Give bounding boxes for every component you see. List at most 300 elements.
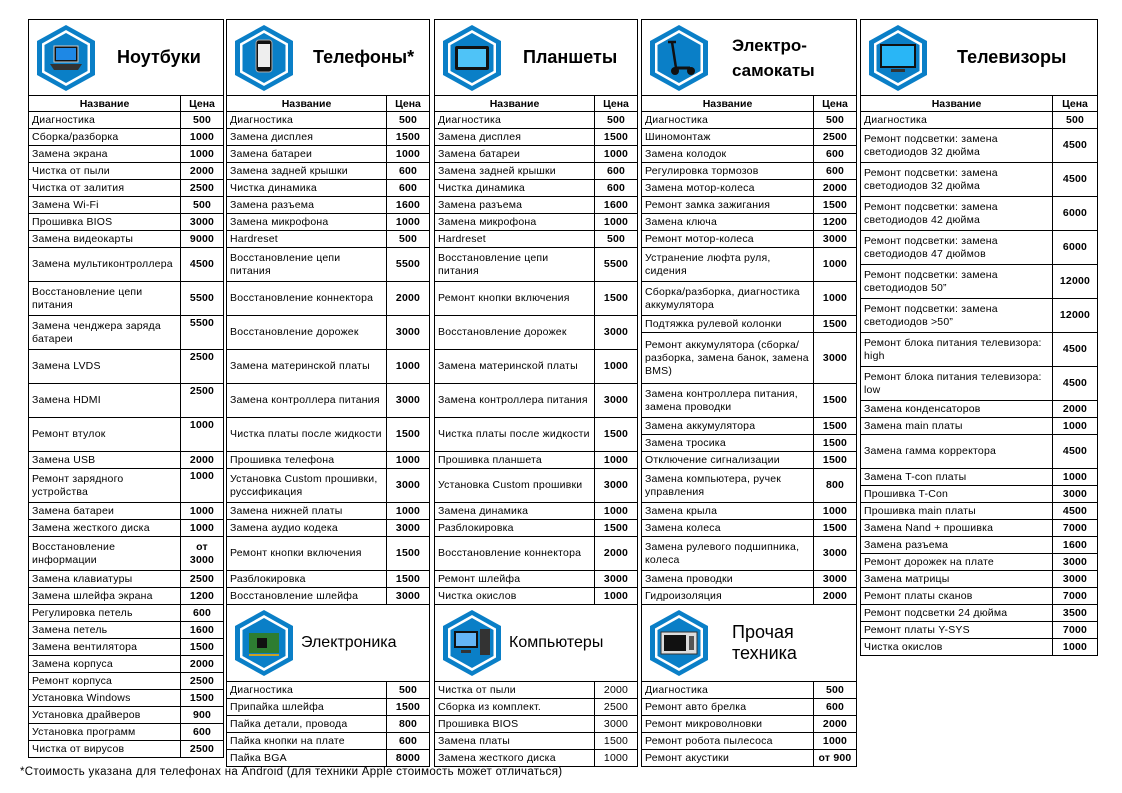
table-row <box>435 503 638 520</box>
table-row <box>29 129 224 146</box>
service-price: 1000 <box>181 520 224 537</box>
service-name: Замена динамика <box>435 503 595 520</box>
table-row <box>227 214 430 231</box>
service-name: Замена видеокарты <box>29 231 181 248</box>
service-name: Диагностика <box>861 112 1053 129</box>
table-row <box>861 605 1098 622</box>
table-row <box>861 639 1098 656</box>
service-name: Ремонт подсветки: замена светодиодов 32 дюйма <box>861 129 1053 163</box>
table-row <box>861 197 1098 231</box>
service-name: Замена микрофона <box>435 214 595 231</box>
service-name: Замена крыла <box>642 503 814 520</box>
service-price: 1500 <box>181 690 224 707</box>
table-row <box>642 571 857 588</box>
service-name: Замена разъема <box>435 197 595 214</box>
service-price: 1000 <box>595 350 638 384</box>
table-row <box>29 248 224 282</box>
service-name: Ремонт блока питания телевизора: high <box>861 333 1053 367</box>
service-name: Замена задней крышки <box>227 163 387 180</box>
service-price: 500 <box>595 112 638 129</box>
service-price: 1600 <box>181 622 224 639</box>
service-price: 2000 <box>181 163 224 180</box>
service-price: 2500 <box>181 741 224 758</box>
table-row <box>435 418 638 452</box>
table-row <box>227 750 430 767</box>
service-name: Замена корпуса <box>29 656 181 673</box>
service-name: Ремонт замка зажигания <box>642 197 814 214</box>
service-price: 2500 <box>181 673 224 690</box>
table-row <box>435 520 638 537</box>
service-price: 7000 <box>1053 622 1098 639</box>
table-row <box>642 699 857 716</box>
table-row <box>29 384 224 418</box>
price-table <box>434 95 638 605</box>
table-row <box>29 571 224 588</box>
service-price: 1500 <box>814 520 857 537</box>
service-price: 2500 <box>595 699 638 716</box>
service-name: Замена LVDS <box>29 350 181 384</box>
service-price: 1500 <box>387 537 430 571</box>
service-name: Прошивка T-Con <box>861 486 1053 503</box>
service-price: 500 <box>387 682 430 699</box>
price-table <box>641 95 857 605</box>
table-row <box>861 503 1098 520</box>
service-price: 1000 <box>595 214 638 231</box>
column-header-name: Название <box>861 96 1053 112</box>
service-name: Восстановление цепи питания <box>435 248 595 282</box>
service-name: Замена контроллера питания, замена проводки <box>642 384 814 418</box>
service-name: Ремонт подсветки: замена светодиодов 47 дюймов <box>861 231 1053 265</box>
service-name: Замена мультиконтроллера <box>29 248 181 282</box>
service-name: Сборка из комплект. <box>435 699 595 716</box>
service-price: 1000 <box>595 146 638 163</box>
service-price: 3000 <box>595 316 638 350</box>
table-row <box>861 367 1098 401</box>
service-price: 1000 <box>181 469 224 503</box>
table-row <box>435 571 638 588</box>
table-row <box>29 163 224 180</box>
service-name: Ремонт кнопки включения <box>227 537 387 571</box>
service-price: 1600 <box>1053 537 1098 554</box>
service-name: Замена контроллера питания <box>227 384 387 418</box>
service-price: 600 <box>595 163 638 180</box>
service-price: 800 <box>387 716 430 733</box>
table-row <box>29 707 224 724</box>
service-price: 500 <box>181 112 224 129</box>
table-row <box>642 716 857 733</box>
table-row <box>227 716 430 733</box>
service-price: 12000 <box>1053 265 1098 299</box>
service-name: Замена Nand + прошивка <box>861 520 1053 537</box>
service-price: 3500 <box>1053 605 1098 622</box>
table-row <box>861 163 1098 197</box>
service-price: 1000 <box>814 503 857 520</box>
service-price: 3000 <box>387 588 430 605</box>
service-name: Регулировка тормозов <box>642 163 814 180</box>
service-name: Восстановление дорожек <box>435 316 595 350</box>
service-price: 1600 <box>387 197 430 214</box>
table-row <box>642 537 857 571</box>
service-name: Замена ключа <box>642 214 814 231</box>
service-name: Сборка/разборка, диагностика аккумулятора <box>642 282 814 316</box>
service-price: 1000 <box>1053 469 1098 486</box>
table-row <box>227 699 430 716</box>
table-row <box>227 384 430 418</box>
price-table <box>226 681 430 767</box>
service-name: Ремонт втулок <box>29 418 181 452</box>
table-row <box>227 503 430 520</box>
column-scooters <box>641 19 857 767</box>
service-price: 6000 <box>1053 197 1098 231</box>
service-price: 9000 <box>181 231 224 248</box>
service-name: Ремонт подсветки: замена светодиодов >50” <box>861 299 1053 333</box>
table-row <box>642 384 857 418</box>
service-price: 1000 <box>595 588 638 605</box>
service-name: Чистка от залития <box>29 180 181 197</box>
service-name: Чистка от вирусов <box>29 741 181 758</box>
service-name: Ремонт блока питания телевизора: low <box>861 367 1053 401</box>
service-price: 1500 <box>814 452 857 469</box>
service-name: Ремонт подсветки: замена светодиодов 42 дюйма <box>861 197 1053 231</box>
table-row <box>861 537 1098 554</box>
table-row <box>435 316 638 350</box>
sub-title: Компьютеры <box>509 634 604 651</box>
table-row <box>435 146 638 163</box>
table-row <box>642 435 857 452</box>
table-row <box>642 316 857 333</box>
service-price: 7000 <box>1053 520 1098 537</box>
table-row <box>861 520 1098 537</box>
service-price: 1500 <box>814 435 857 452</box>
service-price: 1500 <box>595 520 638 537</box>
service-price: 4500 <box>1053 129 1098 163</box>
service-name: Замена батареи <box>227 146 387 163</box>
table-row <box>435 163 638 180</box>
service-price: 2500 <box>181 350 224 384</box>
column-header-price: Цена <box>1053 96 1098 112</box>
service-name: Замена аккумулятора <box>642 418 814 435</box>
service-name: Замена петель <box>29 622 181 639</box>
service-price: 3000 <box>1053 554 1098 571</box>
service-name: Ремонт робота пылесоса <box>642 733 814 750</box>
table-row <box>227 571 430 588</box>
table-row <box>642 214 857 231</box>
column-phones <box>226 19 430 767</box>
service-price: 2000 <box>387 282 430 316</box>
service-name: Восстановление шлейфа <box>227 588 387 605</box>
service-name: Шиномонтаж <box>642 129 814 146</box>
service-name: Восстановление цепи питания <box>227 248 387 282</box>
table-row <box>642 418 857 435</box>
service-price: 600 <box>181 605 224 622</box>
table-row <box>227 588 430 605</box>
service-price: 5500 <box>181 282 224 316</box>
service-price: 2000 <box>181 452 224 469</box>
table-row <box>227 180 430 197</box>
table-row <box>642 146 857 163</box>
service-price: 1500 <box>387 418 430 452</box>
service-price: 900 <box>181 707 224 724</box>
service-name: Установка Custom прошивки, руссификация <box>227 469 387 503</box>
service-name: Hardreset <box>435 231 595 248</box>
service-name: Восстановление коннектора <box>227 282 387 316</box>
table-row <box>227 418 430 452</box>
table-row <box>227 520 430 537</box>
service-price: 1000 <box>595 503 638 520</box>
service-price: 1500 <box>814 418 857 435</box>
table-row <box>227 248 430 282</box>
service-price: 6000 <box>1053 231 1098 265</box>
table-row <box>227 452 430 469</box>
service-name: Прошивка телефона <box>227 452 387 469</box>
table-row <box>227 112 430 129</box>
table-row <box>29 316 224 350</box>
laptop-icon <box>35 24 97 92</box>
table-row <box>29 452 224 469</box>
table-row <box>29 146 224 163</box>
table-row <box>227 282 430 316</box>
table-row <box>861 588 1098 605</box>
table-row <box>227 163 430 180</box>
service-price: 600 <box>387 163 430 180</box>
column-tablets <box>434 19 638 767</box>
table-row <box>861 486 1098 503</box>
table-row <box>29 503 224 520</box>
service-price: 3000 <box>387 469 430 503</box>
table-row <box>435 733 638 750</box>
table-row <box>227 350 430 384</box>
service-price: от 3000 <box>181 537 224 571</box>
table-row <box>435 231 638 248</box>
service-price: 1500 <box>595 129 638 146</box>
service-name: Разблокировка <box>227 571 387 588</box>
table-row <box>227 316 430 350</box>
service-price: 500 <box>814 112 857 129</box>
service-price: 3000 <box>1053 486 1098 503</box>
price-table <box>641 681 857 767</box>
service-price: 1500 <box>595 733 638 750</box>
service-price: 1000 <box>181 418 224 452</box>
table-row <box>29 588 224 605</box>
service-price: 4500 <box>1053 163 1098 197</box>
table-row <box>642 682 857 699</box>
service-price: 2500 <box>181 180 224 197</box>
service-price: 1200 <box>814 214 857 231</box>
service-price: 1000 <box>181 146 224 163</box>
service-name: Замена USB <box>29 452 181 469</box>
service-name: Замена дисплея <box>227 129 387 146</box>
service-name: Установка Custom прошивки <box>435 469 595 503</box>
service-price: 1000 <box>814 248 857 282</box>
price-table <box>28 95 224 758</box>
circuit-board-icon <box>233 609 295 677</box>
table-row <box>435 197 638 214</box>
table-row <box>642 282 857 316</box>
service-price: 3000 <box>814 333 857 384</box>
table-row <box>29 724 224 741</box>
footnote: *Стоимость указана для телефонах на Android (для техники Apple стоимость может отличаться) <box>20 766 563 778</box>
service-price: 500 <box>387 112 430 129</box>
price-table <box>860 95 1098 656</box>
service-name: Замена колодок <box>642 146 814 163</box>
table-row <box>227 197 430 214</box>
service-price: 1500 <box>181 639 224 656</box>
table-row <box>642 469 857 503</box>
service-price: 2500 <box>181 384 224 418</box>
service-name: Ремонт микроволновки <box>642 716 814 733</box>
column-header-price: Цена <box>595 96 638 112</box>
table-row <box>227 231 430 248</box>
service-name: Замена матрицы <box>861 571 1053 588</box>
service-name: Замена клавиатуры <box>29 571 181 588</box>
service-name: Подтяжка рулевой колонки <box>642 316 814 333</box>
table-row <box>29 690 224 707</box>
column-title: Ноутбуки <box>117 47 201 67</box>
service-price: 1000 <box>1053 418 1098 435</box>
table-row <box>29 741 224 758</box>
service-price: 2000 <box>181 656 224 673</box>
table-row <box>227 682 430 699</box>
service-price: 1500 <box>595 418 638 452</box>
service-name: Замена платы <box>435 733 595 750</box>
service-name: Пайка BGA <box>227 750 387 767</box>
service-name: Пайка кнопки на плате <box>227 733 387 750</box>
service-name: Замена гамма корректора <box>861 435 1053 469</box>
table-row <box>435 248 638 282</box>
service-price: 1000 <box>387 146 430 163</box>
table-row <box>861 333 1098 367</box>
service-name: Установка Windows <box>29 690 181 707</box>
table-row <box>29 231 224 248</box>
table-row <box>227 537 430 571</box>
service-name: Диагностика <box>29 112 181 129</box>
service-price: 1000 <box>595 750 638 767</box>
service-price: 1000 <box>181 129 224 146</box>
service-price: 2000 <box>595 682 638 699</box>
sub-title: Прочая техника <box>732 622 797 663</box>
service-name: Ремонт авто брелка <box>642 699 814 716</box>
table-row <box>29 197 224 214</box>
service-name: Разблокировка <box>435 520 595 537</box>
service-price: от 900 <box>814 750 857 767</box>
service-price: 8000 <box>387 750 430 767</box>
service-name: Замена батареи <box>29 503 181 520</box>
service-price: 3000 <box>595 571 638 588</box>
table-row <box>861 231 1098 265</box>
service-price: 1000 <box>814 733 857 750</box>
service-name: Чистка окислов <box>435 588 595 605</box>
service-price: 1000 <box>387 214 430 231</box>
service-name: Замена Wi-Fi <box>29 197 181 214</box>
service-price: 500 <box>387 231 430 248</box>
service-price: 1000 <box>1053 639 1098 656</box>
service-price: 1500 <box>387 129 430 146</box>
service-price: 1000 <box>387 503 430 520</box>
service-name: Чистка динамика <box>227 180 387 197</box>
service-price: 500 <box>814 682 857 699</box>
service-price: 600 <box>814 146 857 163</box>
table-row <box>642 503 857 520</box>
table-row <box>861 571 1098 588</box>
service-price: 1000 <box>387 452 430 469</box>
service-price: 500 <box>1053 112 1098 129</box>
tablet-icon <box>441 24 503 92</box>
service-name: Ремонт платы сканов <box>861 588 1053 605</box>
service-price: 5500 <box>181 316 224 350</box>
service-name: Восстановление дорожек <box>227 316 387 350</box>
service-name: Ремонт кнопки включения <box>435 282 595 316</box>
column-header-name: Название <box>29 96 181 112</box>
service-price: 4500 <box>181 248 224 282</box>
service-price: 2000 <box>814 180 857 197</box>
service-price: 4500 <box>1053 333 1098 367</box>
service-name: Замена аудио кодека <box>227 520 387 537</box>
service-name: Замена проводки <box>642 571 814 588</box>
table-row <box>435 129 638 146</box>
service-name: Восстановление информации <box>29 537 181 571</box>
table-row <box>435 112 638 129</box>
table-row <box>29 214 224 231</box>
service-price: 7000 <box>1053 588 1098 605</box>
service-price: 2000 <box>814 716 857 733</box>
service-price: 1000 <box>387 350 430 384</box>
table-row <box>29 622 224 639</box>
service-price: 12000 <box>1053 299 1098 333</box>
price-table <box>434 681 638 767</box>
service-name: Ремонт подсветки: замена светодиодов 32 дюйма <box>861 163 1053 197</box>
service-name: Пайка детали, провода <box>227 716 387 733</box>
table-row <box>227 469 430 503</box>
tv-icon <box>867 24 929 92</box>
service-name: Ремонт подсветки: замена светодиодов 50” <box>861 265 1053 299</box>
service-price: 600 <box>387 180 430 197</box>
table-row <box>861 299 1098 333</box>
service-name: Сборка/разборка <box>29 129 181 146</box>
service-name: Чистка окислов <box>861 639 1053 656</box>
service-price: 4500 <box>1053 503 1098 520</box>
service-name: Устранение люфта руля, сидения <box>642 248 814 282</box>
table-row <box>861 554 1098 571</box>
column-header-price: Цена <box>814 96 857 112</box>
table-row <box>435 588 638 605</box>
service-name: Замена экрана <box>29 146 181 163</box>
service-price: 1500 <box>387 571 430 588</box>
desktop-computer-icon <box>441 609 503 677</box>
column-title: Электро- самокаты <box>732 35 815 80</box>
table-row <box>861 435 1098 469</box>
service-name: Восстановление цепи питания <box>29 282 181 316</box>
service-name: Замена HDMI <box>29 384 181 418</box>
service-name: Ремонт зарядного устройства <box>29 469 181 503</box>
service-price: 1200 <box>181 588 224 605</box>
service-price: 3000 <box>595 384 638 418</box>
service-name: Hardreset <box>227 231 387 248</box>
service-name: Замена тросика <box>642 435 814 452</box>
table-row <box>29 656 224 673</box>
service-name: Диагностика <box>642 112 814 129</box>
service-name: Замена микрофона <box>227 214 387 231</box>
service-name: Отключение сигнализации <box>642 452 814 469</box>
service-name: Прошивка BIOS <box>435 716 595 733</box>
table-row <box>642 750 857 767</box>
service-name: Замена мотор-колеса <box>642 180 814 197</box>
table-row <box>642 733 857 750</box>
service-price: 600 <box>595 180 638 197</box>
service-name: Восстановление коннектора <box>435 537 595 571</box>
microwave-icon <box>648 609 710 677</box>
service-price: 3000 <box>181 214 224 231</box>
service-name: Замена ченджера заряда батареи <box>29 316 181 350</box>
